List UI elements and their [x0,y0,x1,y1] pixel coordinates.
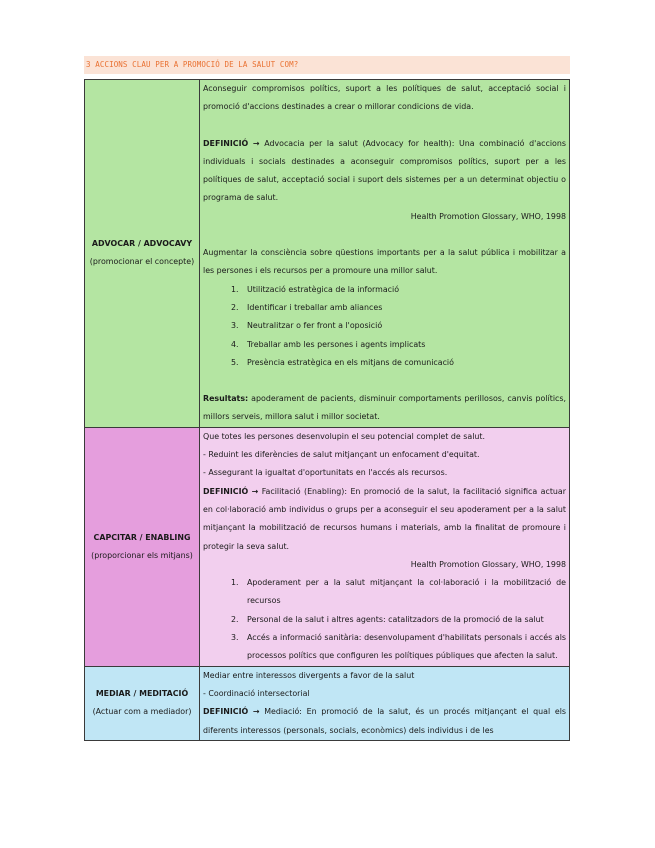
intro-text: Aconseguir compromisos polítics, suport a les polítiques de salut, acceptació social i promoció d'accions destinades a crear o millorar condicions de vida. [203,84,566,112]
list-item: 2. Identificar i treballar amb aliances [241,299,566,317]
definition-label: DEFINICIÓ [203,707,249,717]
table-row-capacitar [85,427,570,666]
list-item: 4. Treballar amb les persones i agents implicats [241,336,566,354]
section-title: 3 ACCIONS CLAU PER A PROMOCIÓ DE LA SALUT COM? [84,56,570,74]
bullet-text: - Assegurant la igualtat d'oportunitats en l'accés als recursos. [203,468,448,478]
row-content-capacitar [200,427,570,666]
numbered-list [203,574,566,665]
definition [203,703,566,740]
arrow-right-icon: → [252,707,260,717]
source-citation: Health Promotion Glossary, WHO, 1998 [410,559,566,569]
label-title: ADVOCAR / ADVOCAVY [91,239,193,249]
definition-text: Mediació: En promoció de la salut, és un procés mitjançant el qual els diferents interessos (personals, socials, econòmics) dels individus i de les [203,707,566,735]
results-label: Resultats: [203,394,249,404]
list-item: 1. Apoderament per a la salut mitjançant la col·laboració i la mobilització de recursos [241,574,566,611]
row-content-advocar [200,80,570,428]
results [203,390,566,427]
label-title: CAPCITAR / ENABLING [93,532,191,542]
label-title: MEDIAR / MEDITACIÓ [95,689,189,699]
bullet-text: - Reduint les diferències de salut mitjançant un enfocament d'equitat. [203,450,480,460]
key-actions-table [84,79,570,741]
source-citation: Health Promotion Glossary, WHO, 1998 [410,211,566,221]
intro-text: Que totes les persones desenvolupin el seu potencial complet de salut. [203,431,485,441]
list-item: 3. Accés a informació sanitària: desenvolupament d'habilitats personals i accés als processos polítics que configuren les polítiques públiques que afecten la salut. [241,629,566,666]
paragraph-text: Augmentar la consciència sobre qüestions importants per a la salut pública i mobilitzar a les persones i els recursos per a promoure una millor salut. [203,248,566,276]
row-label-capacitar [85,427,200,666]
definition-label: DEFINICIÓ [203,486,249,496]
row-label-mediar [85,666,200,740]
numbered-list [203,281,566,372]
list-item: 1. Utilització estratègica de la informació [241,281,566,299]
definition [203,135,566,208]
definition-text: Advocacia per la salut (Advocacy for health): Una combinació d'accions individuals i socials destinades a aconseguir compromisos polítics, suport per a les polítiques de salut, acceptació social i suport dels sistemes per a un determinat objectiu o programa de salut. [203,138,566,203]
table-row-mediar [85,666,570,740]
list-item: 2. Personal de la salut i altres agents: catalitzadors de la promoció de la salut [241,611,566,629]
label-subtitle: (Actuar com a mediador) [92,707,192,717]
definition-text: Facilitació (Enabling): En promoció de la salut, la facilitació significa actuar en col·laboració amb individus o grups per a aconseguir el seu apoderament per a la salut mitjançant la mobilització de recursos humans i materials, amb la finalitat de promoure i protegir la seva salut. [203,486,566,551]
row-label-advocar [85,80,200,428]
arrow-right-icon: → [251,486,259,496]
results-text: apoderament de pacients, disminuir comportaments perillosos, canvis polítics, millors serveis, millora salut i millor societat. [203,394,566,422]
definition [203,483,566,556]
arrow-right-icon: → [252,138,260,148]
label-subtitle: (proporcionar els mitjans) [91,550,193,560]
row-content-mediar [200,666,570,740]
bullet-text: - Coordinació intersectorial [203,688,310,698]
table-row-advocar [85,80,570,428]
definition-label: DEFINICIÓ [203,138,249,148]
label-subtitle: (promocionar el concepte) [89,257,195,267]
intro-text: Mediar entre interessos divergents a favor de la salut [203,670,415,680]
list-item: 3. Neutralitzar o fer front a l'oposició [241,317,566,335]
list-item: 5. Presència estratègica en els mitjans de comunicació [241,354,566,372]
